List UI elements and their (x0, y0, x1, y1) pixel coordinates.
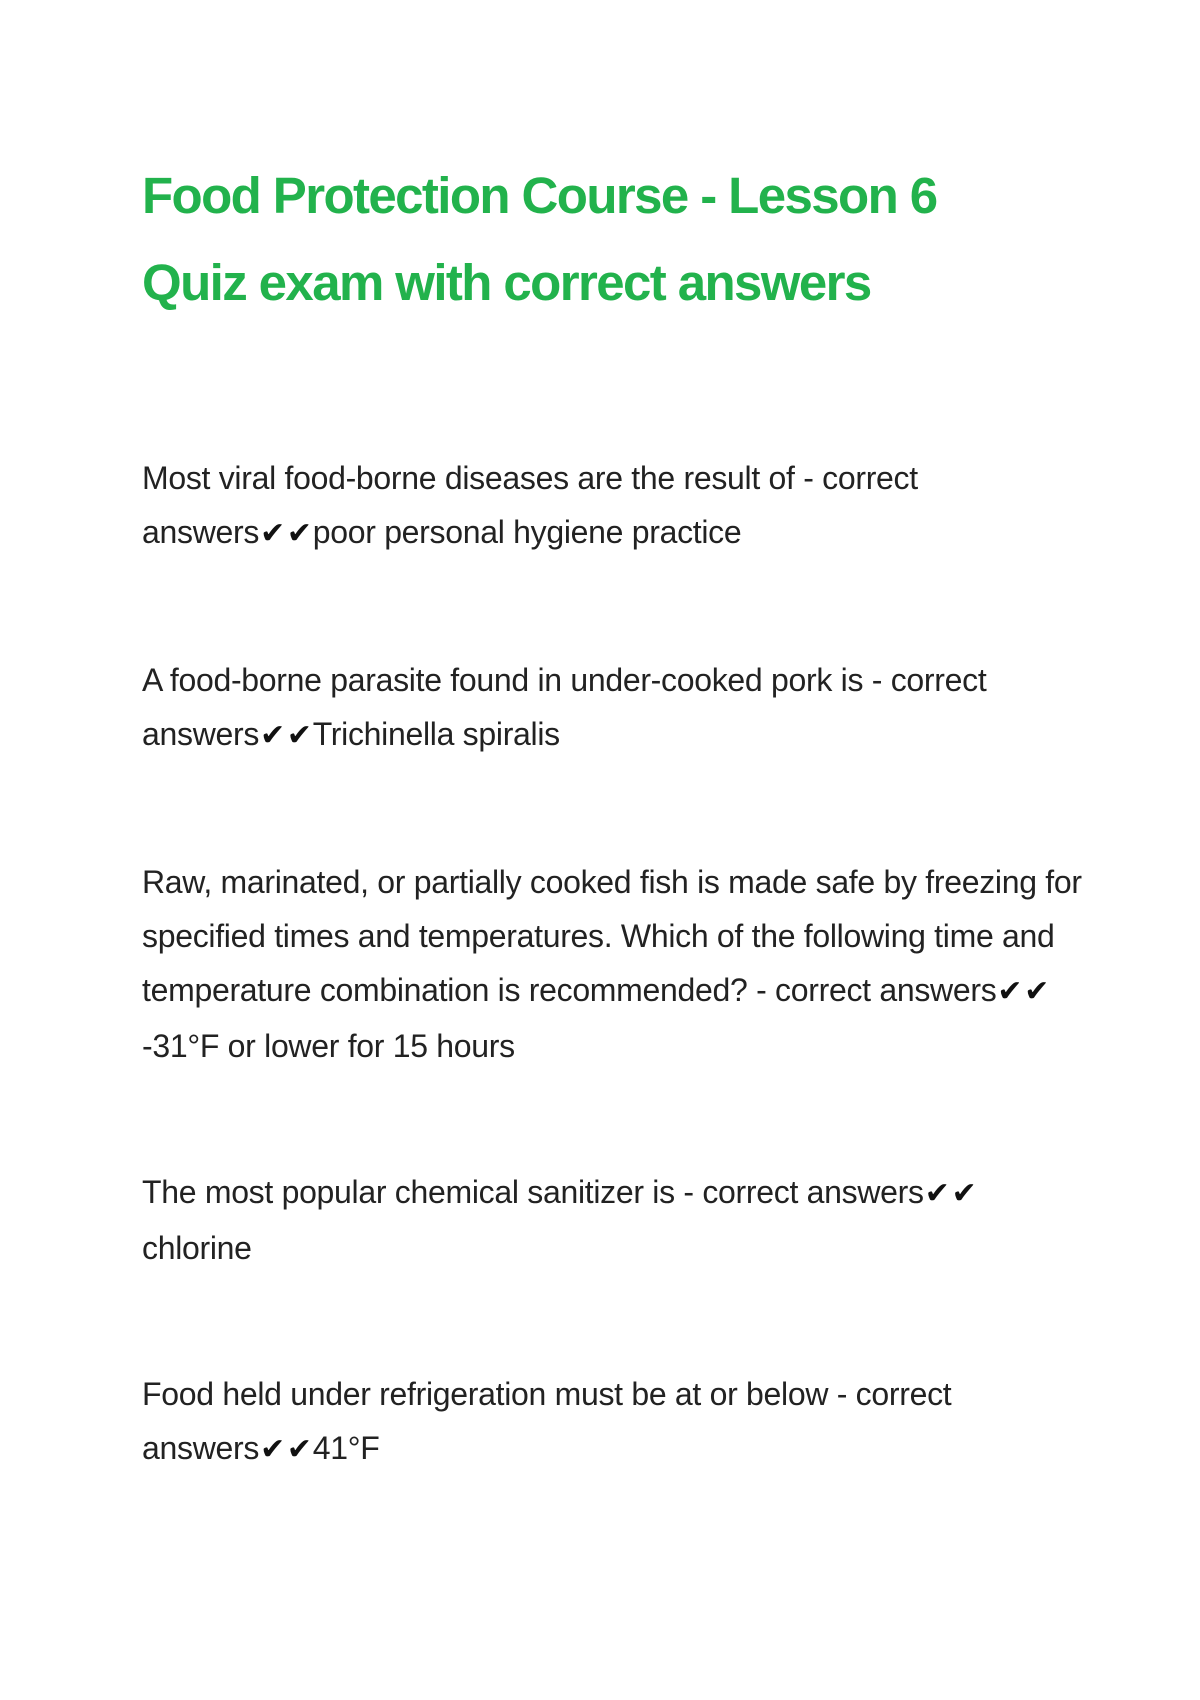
check-icon: ✔ (260, 1432, 285, 1467)
answer-line (142, 514, 313, 550)
check-icon: ✔ (286, 516, 312, 551)
qa-item (142, 451, 1082, 561)
qa-item (142, 1367, 1082, 1477)
answer-line (142, 1430, 313, 1466)
answer-text: -31°F or lower for 15 hours (142, 1028, 515, 1064)
question-text: Most viral food-borne diseases are the result of - correct (142, 460, 918, 496)
check-icon: ✔ (286, 718, 312, 753)
question-text: The most popular chemical sanitizer is - correct (142, 1174, 799, 1210)
document-title: Food Protection Course - Lesson 6 Quiz exam with correct answers (142, 167, 937, 311)
answer-marker: answers (142, 1430, 260, 1466)
answer-line (142, 716, 313, 752)
answer-text: 41°F (312, 1430, 380, 1466)
qa-list (142, 451, 1100, 1477)
check-icon: ✔ (1024, 974, 1050, 1009)
answer-text: Trichinella spiralis (312, 716, 560, 752)
answer-text: poor personal hygiene practice (312, 514, 742, 550)
qa-item (142, 1165, 1082, 1275)
check-icon: ✔ (286, 1432, 312, 1467)
check-icon: ✔ (997, 974, 1023, 1009)
check-icon: ✔ (951, 1176, 977, 1211)
check-icon: ✔ (260, 516, 285, 551)
answer-marker: answers (879, 972, 997, 1008)
question-text: Food held under refrigeration must be at or below - correct (142, 1376, 952, 1412)
question-text: Raw, marinated, or partially cooked fish is made safe by freezing for specified times and temperatures. Which of the following time and temperature combination is recommended? - correct (142, 864, 1082, 1008)
qa-item (142, 653, 1082, 763)
answer-marker: answers (806, 1174, 924, 1210)
answer-marker: answers (142, 716, 260, 752)
answer-text: chlorine (142, 1230, 252, 1266)
answer-line (879, 972, 1050, 1008)
check-icon: ✔ (260, 718, 285, 753)
qa-item (142, 855, 1082, 1073)
question-text: A food-borne parasite found in under-cooked pork is - correct (142, 662, 987, 698)
answer-line (807, 1174, 978, 1210)
answer-marker: answers (142, 514, 260, 550)
check-icon: ✔ (924, 1176, 950, 1211)
